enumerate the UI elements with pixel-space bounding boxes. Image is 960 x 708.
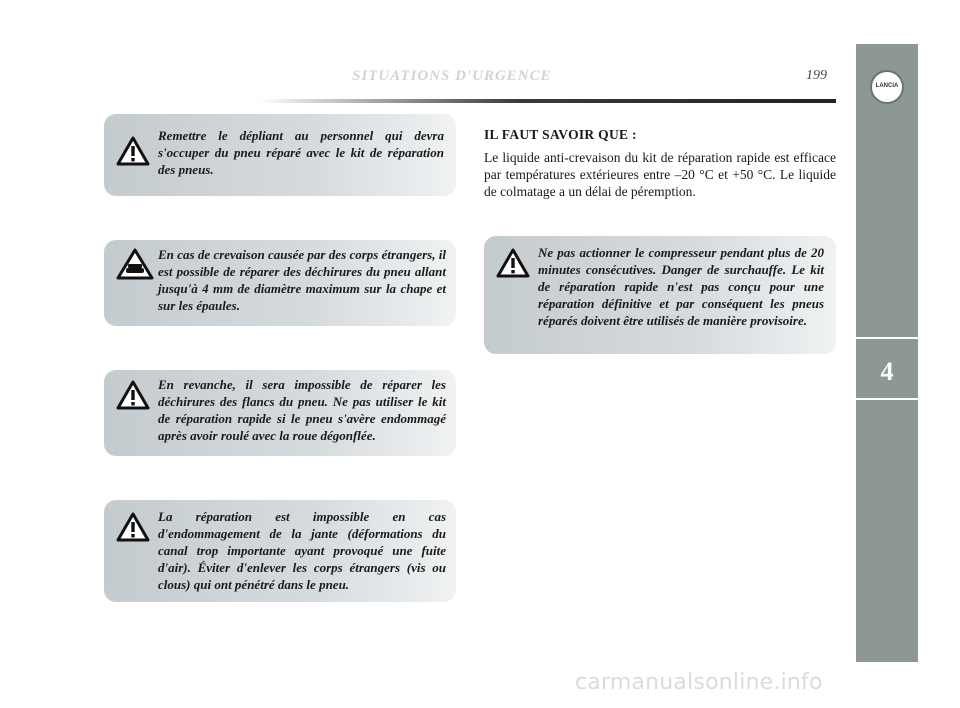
- warning-box: [104, 370, 456, 456]
- warning-box: [484, 236, 836, 354]
- warning-text-body: En revanche, il sera impossible de réparer les déchirures des flancs du pneu. Ne pas utiliser le kit de réparation rapide si le pneu s'avère endommagé après avoir roulé avec la roue dégonflée.: [158, 377, 446, 443]
- warning-text: [114, 508, 446, 593]
- warning-text: [494, 244, 824, 329]
- side-divider: [856, 398, 918, 400]
- header-rule: [258, 99, 836, 103]
- side-divider: [856, 337, 918, 339]
- warning-text-body: En cas de crevaison causée par des corps étrangers, il est possible de réparer des déchirures du pneu allant jusqu'à 4 mm de diamètre maximum sur la chape et sur les épaules.: [158, 247, 446, 313]
- warning-text: [114, 376, 446, 444]
- header-title: SITUATIONS D'URGENCE: [352, 68, 552, 84]
- section-heading: IL FAUT SAVOIR QUE :: [484, 127, 637, 142]
- lancia-logo-icon: [870, 70, 904, 104]
- section-body: Le liquide anti-crevaison du kit de réparation rapide est efficace par températures extérieures entre –20 °C et +50 °C. Le liquide de colmatage a un délai de péremption.: [484, 150, 836, 199]
- chapter-number: 4: [880, 357, 894, 386]
- chapter-side-tab: [856, 44, 918, 662]
- warning-box: [104, 114, 456, 196]
- warning-box: [104, 500, 456, 602]
- warning-text: Remettre le dépliant au personnel qui devra s'occuper du pneu réparé avec le kit de réparation des pneus.: [158, 128, 444, 177]
- warning-triangle-icon: [116, 136, 150, 166]
- warning-text: [114, 246, 446, 314]
- warning-box: [104, 240, 456, 326]
- page-number: 199: [806, 68, 827, 83]
- warning-text-body: La réparation est impossible en cas d'endommagement de la jante (déformations du canal trop importante ayant provoqué une fuite d'air). Éviter d'enlever les corps étrangers (vis ou clous) qui ont pénétré dans le pneu.: [158, 509, 446, 592]
- logo-text: LANCIA: [875, 83, 899, 89]
- watermark: carmanualsonline.info: [575, 670, 823, 695]
- warning-text-body: Ne pas actionner le compresseur pendant plus de 20 minutes consécutives. Danger de surchauffe. Le kit de réparation rapide n'est pas conçu pour une réparation définitive et par conséquent les pneus réparés doivent être utilisés de manière provisoire.: [538, 245, 824, 328]
